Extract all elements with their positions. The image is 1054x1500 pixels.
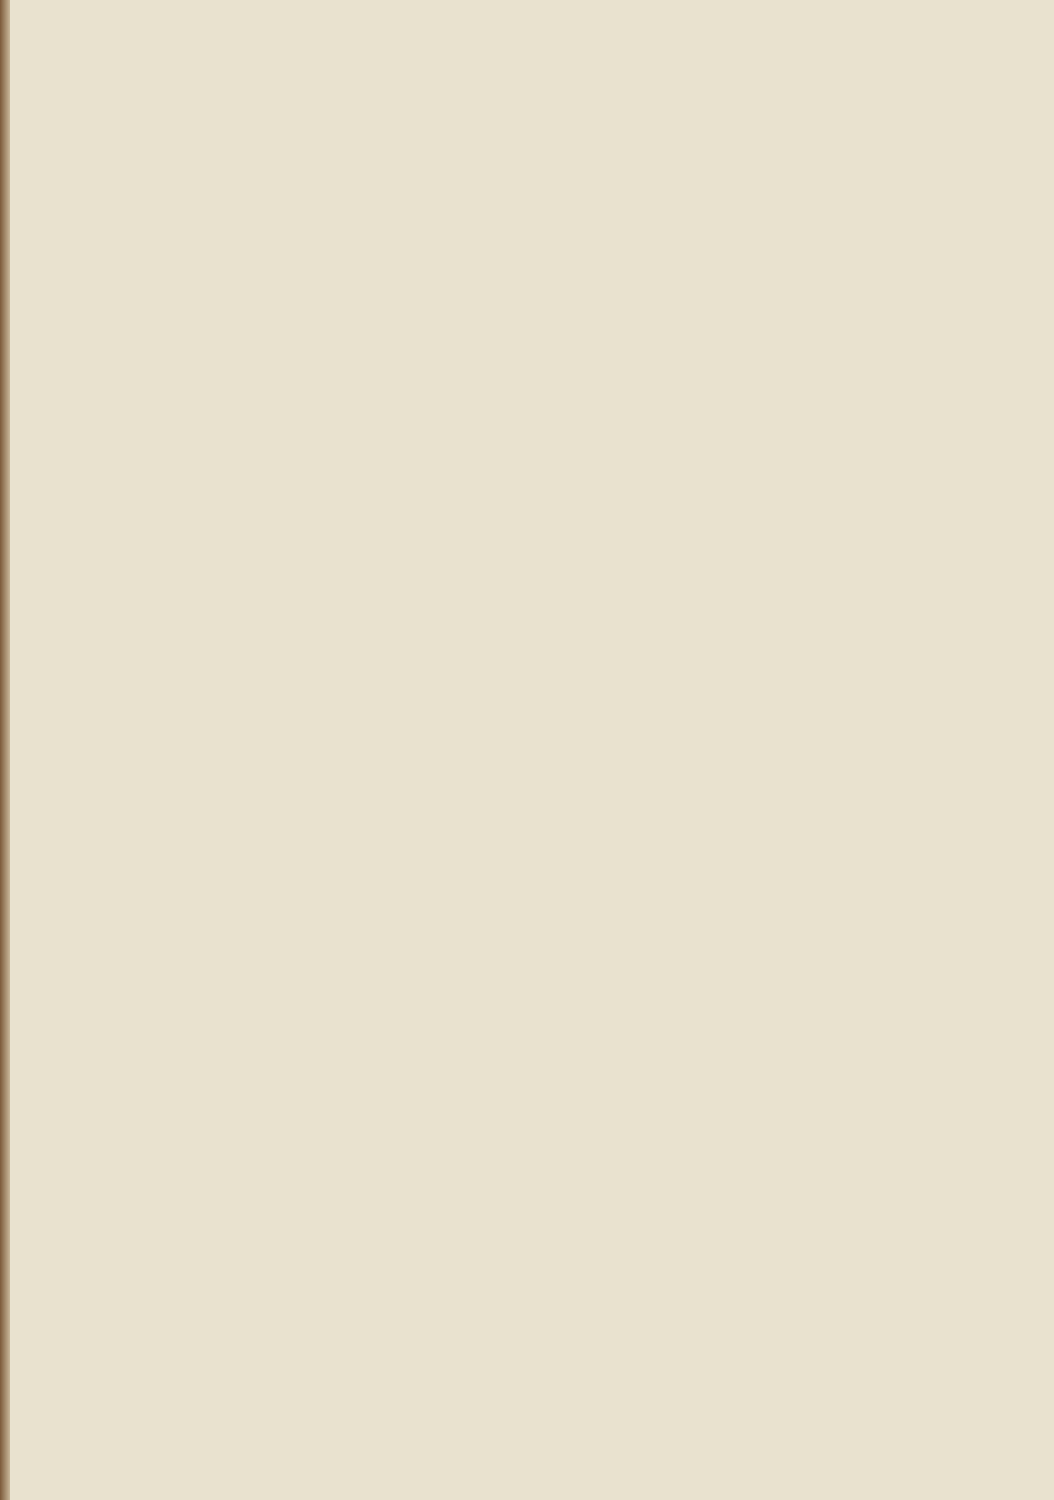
page-edge: [0, 0, 10, 1500]
